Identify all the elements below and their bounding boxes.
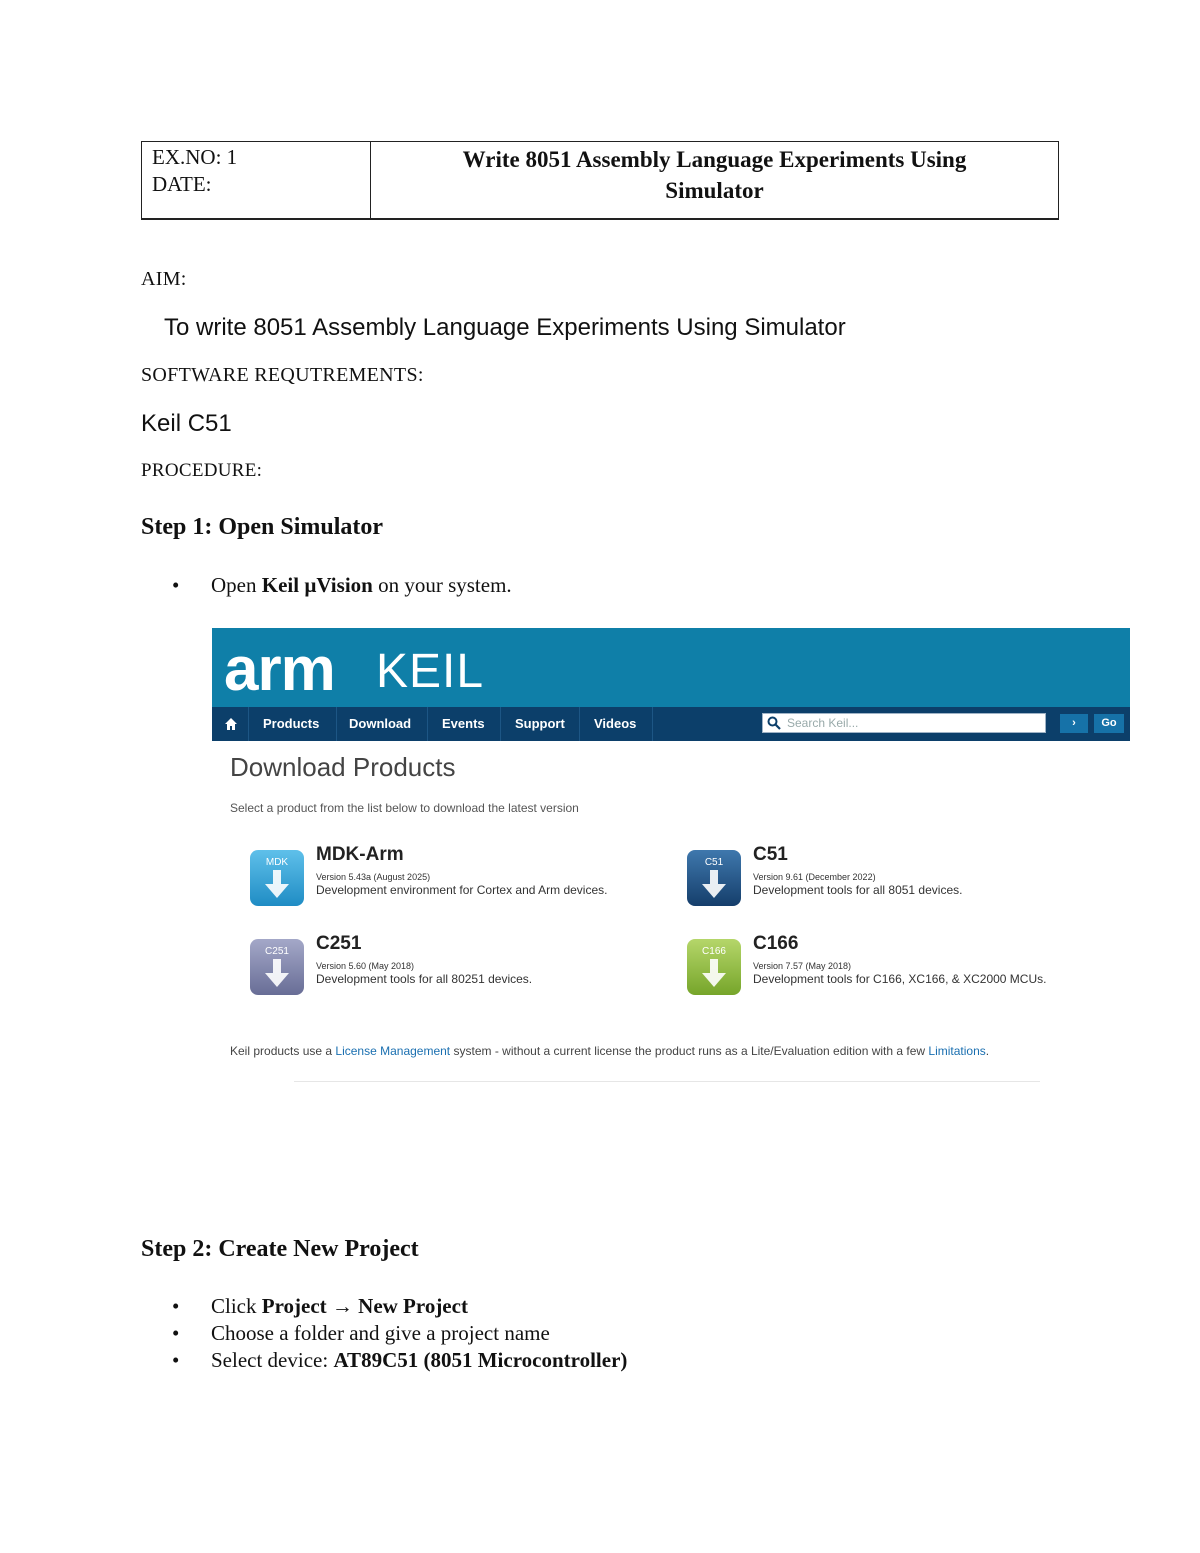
header-title-cell (371, 142, 1058, 218)
download-products-title: Download Products (230, 752, 456, 782)
search-icon (767, 716, 781, 730)
nav-download[interactable]: Download (349, 716, 412, 731)
nav-products[interactable]: Products (263, 716, 320, 731)
license-note: Keil products use a License Management system - without a current license the product runs as a Lite/Evaluation edition with a few Limitations. (230, 1044, 990, 1058)
product-version: Version 7.57 (May 2018) (753, 961, 852, 971)
nav-videos[interactable]: Videos (594, 716, 637, 731)
product-name[interactable]: C51 (753, 844, 788, 865)
limitations-link[interactable]: Limitations (928, 1044, 986, 1058)
header-left-cell (142, 142, 371, 218)
go-button[interactable]: Go (1094, 714, 1124, 733)
product-description: Development tools for C166, XC166, & XC2000 MCUs. (753, 972, 1047, 986)
step2-title: Step 2: Create New Project (141, 1236, 419, 1262)
keil-uvision-text: Keil µVision (261, 573, 373, 597)
title-line-2: Simulator (665, 178, 764, 203)
step2-bullets (172, 1293, 627, 1374)
search-placeholder: Search Keil... (787, 716, 859, 730)
list-item: • Select device: AT89C51 (8051 Microcontroller) (172, 1348, 628, 1372)
nav-events[interactable]: Events (442, 716, 485, 731)
search-option-button[interactable]: › (1060, 714, 1088, 733)
list-item: • Open Keil µVision on your system. (172, 573, 512, 597)
list-item: • Click Project → New Project (172, 1294, 468, 1318)
aim-text: To write 8051 Assembly Language Experiments Using Simulator (164, 314, 846, 341)
c51-download-icon[interactable]: C51 (687, 850, 741, 906)
divider (294, 1081, 1040, 1082)
c251-download-icon[interactable]: C251 (250, 939, 304, 995)
keil-download-screenshot (212, 628, 1130, 1090)
home-icon[interactable] (220, 707, 242, 741)
title-line-1: Write 8051 Assembly Language Experiments Using (462, 147, 967, 172)
bullet-icon: • (172, 1348, 180, 1372)
download-subtitle: Select a product from the list below to download the latest version (230, 801, 579, 815)
c166-download-icon[interactable]: C166 (687, 939, 741, 995)
mdk-download-icon[interactable]: MDK (250, 850, 304, 906)
product-description: Development tools for all 8051 devices. (753, 883, 963, 897)
step1-bullets (172, 572, 512, 599)
product-version: Version 5.43a (August 2025) (316, 872, 431, 882)
ex-no: EX.NO: 1 (152, 145, 238, 169)
product-name[interactable]: MDK-Arm (316, 844, 404, 865)
search-input[interactable] (762, 713, 1046, 733)
bullet-icon: • (172, 1294, 180, 1318)
software-label: SOFTWARE REQUTREMENTS: (141, 364, 424, 386)
project-menu-path: Project → New Project (261, 1294, 468, 1318)
keil-logo: KEIL (376, 645, 485, 698)
product-description: Development tools for all 80251 devices. (316, 972, 533, 986)
product-version: Version 9.61 (December 2022) (753, 872, 876, 882)
bullet-icon: • (172, 573, 180, 597)
list-item: • Choose a folder and give a project name (172, 1321, 550, 1345)
nav-support[interactable]: Support (515, 716, 565, 731)
product-name[interactable]: C166 (753, 933, 799, 954)
procedure-label: PROCEDURE: (141, 460, 263, 481)
product-description: Development environment for Cortex and Arm devices. (316, 883, 608, 897)
experiment-header-table (141, 141, 1059, 220)
keil-banner (212, 628, 1130, 707)
product-version: Version 5.60 (May 2018) (316, 961, 415, 971)
aim-label: AIM: (141, 268, 187, 290)
step1-title: Step 1: Open Simulator (141, 514, 384, 540)
arm-logo: arm (224, 635, 335, 704)
device-name: AT89C51 (8051 Microcontroller) (333, 1348, 628, 1372)
date-label: DATE: (152, 172, 212, 196)
bullet-icon: • (172, 1321, 180, 1345)
license-management-link[interactable]: License Management (335, 1044, 451, 1058)
product-name[interactable]: C251 (316, 933, 362, 954)
software-text: Keil C51 (141, 410, 232, 437)
